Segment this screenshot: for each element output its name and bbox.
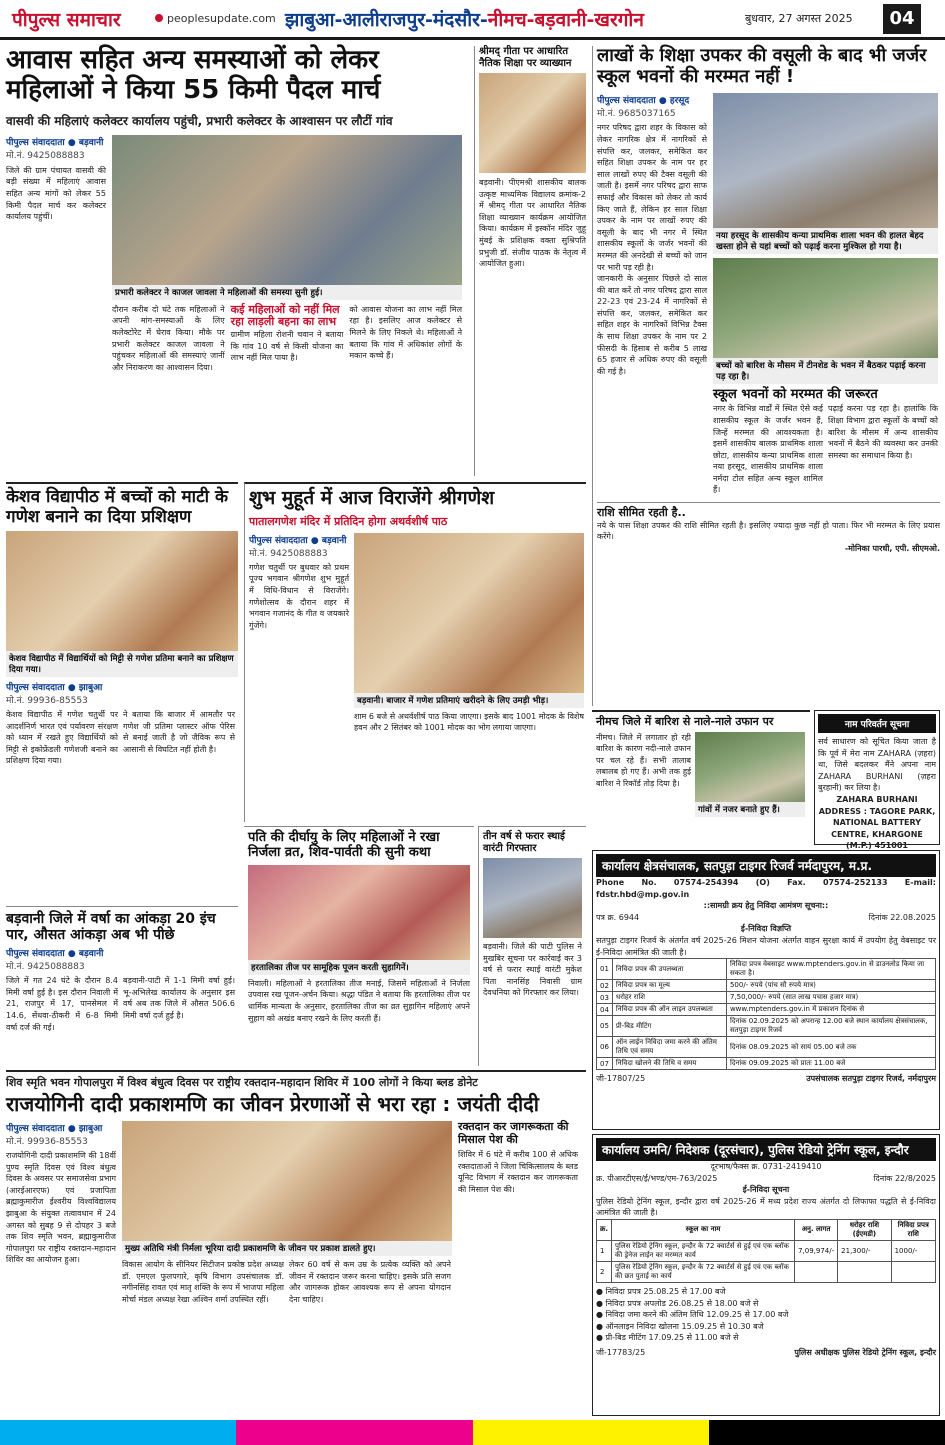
table-row	[597, 980, 936, 992]
table-row	[597, 992, 936, 1004]
tiger-etender: ई-निविदा विज्ञप्ति	[740, 924, 792, 934]
table-cell: निविदा प्रपत्र वेबसाइट www.mptenders.gov.in से डाउनलोड किया जा सकता है।	[726, 959, 935, 980]
table-cell: 03	[597, 992, 613, 1004]
table-header-cell: क्र.	[597, 1219, 612, 1240]
website[interactable]	[155, 12, 285, 25]
police-ref-date: दिनांक 22/8/2025	[873, 1173, 936, 1183]
teej-photo	[248, 865, 470, 960]
table-cell: 04	[597, 1004, 613, 1016]
name-change-address: ZAHARA BURHANI ADDRESS : TAGORE PARK, NATIONAL BATTERY CENTRE, KHARGONE (M.P.) 451001	[818, 794, 936, 851]
police-dates	[596, 1286, 936, 1344]
table-header-cell: निविदा प्रपत्र राशि	[891, 1219, 935, 1240]
table-cell: पुलिस रेडियो ट्रेनिंग स्कूल, इन्दौर के 72 क्वार्टर्स से हुई एवं एक ब्लॉक की छत पुताई का कार्य	[612, 1261, 795, 1282]
police-table	[596, 1219, 936, 1283]
neemuch-headline: नीमच जिले में बारिश से नाले-नाले उफान पर	[596, 715, 774, 728]
table-cell: 1000/-	[891, 1240, 935, 1261]
list-item: ● प्री-बिड मीटिंग 17.09.25 से 11.00 बजे से	[596, 1333, 739, 1343]
table-row	[597, 1261, 936, 1282]
table-cell	[891, 1261, 935, 1282]
rain-text: जिले में गत 24 घंटे के दौरान 8.4 मिमी वर्षा हुई है। इस दौरान निवाली में 21, राजपुर में 17, पानसेमल में 14.6, सेंधवा-ठीकरी में 6-8 मिमी वर्षा दर्ज की गई।	[6, 976, 118, 1032]
ganesh-headline: शुभ मुहूर्त में आज विराजेंगे श्रीगणेश	[249, 487, 495, 509]
blood-kicker: शिव स्मृति भवन गोपालपुरा में विश्व बंधुत्व दिवस पर राष्ट्रीय रक्तदान-महादान शिविर में 100 लोगों ने किया ब्लड डोनेट	[6, 1076, 478, 1089]
teej-story	[244, 826, 474, 1066]
table-cell: 7,09,974/-	[795, 1240, 838, 1261]
table-cell: 05	[597, 1016, 613, 1037]
table-cell: www.mptenders.gov.in में प्रकाशन दिनांक से	[726, 1004, 935, 1016]
gita-text: बड़वानी। पीएमश्री शासकीय बालक उत्कृष्ट माध्यमिक विद्यालय क्रमांक-2 में श्रीमद् गीता पर आधारित नैतिक शिक्षा व्याख्यान कार्यक्रम आयोजित किया। कार्यक्रम में इस्कॉन मंदिर जुहू मुंबई के प्रशिक्षक वक्ता सुश्रिपति प्रभुजी डॉ. संजीव पाठक के नेतृत्व में आयोजित हुआ।	[479, 178, 586, 269]
tiger-footer-right: उपसंचालक सतपुड़ा टाइगर रिजर्व, नर्मदापुरम	[806, 1074, 936, 1084]
table-cell: धरोहर राशि	[612, 992, 726, 1004]
arrest-text: बड़वानी। जिले की पाटी पुलिस ने मुखबिर सूचना पर कार्रवाई कर 3 वर्ष से फरार स्थाई वारंटी मुकेश पिता नानसिंह निवासी ग्राम देवधनिया को गिरफ्तार कर लिया।	[483, 942, 582, 998]
blood-headline: राजयोगिनी दादी प्रकाशमणि का जीवन प्रेरणाओं से भरा रहा : जयंती दीदी	[6, 1092, 539, 1116]
arrest-photo	[483, 858, 582, 938]
table-row	[597, 1240, 936, 1261]
lead-text-4: ग्रामीण महिला रोशनी चवान ने बताया कि गांव 10 वर्ष से किसी योजना का लाभ नहीं मिल पाया है।	[230, 330, 344, 363]
lead-text-2: दौरान करीब दो घंटे तक महिलाओं ने अपनी मांग-समस्याओं के लिए कलेक्टोरेट में घेराव किया। मौके पर प्रभारी कलेक्टर काजल जावला ने पहुंचकर महिलाओं की समस्याएं जानीं और निराकरण का आश्वासन दिया।	[112, 304, 225, 372]
table-cell: निविदा प्रपत्र का मूल्य	[612, 980, 726, 992]
lead-mobile: मो.नं. 9425088883	[6, 150, 85, 161]
tiger-table	[596, 958, 936, 1070]
school-photo-2	[713, 258, 938, 358]
color-registration-bar	[0, 1420, 945, 1445]
police-footer-right: पुलिस अधीक्षक पुलिस रेडियो ट्रेनिंग स्कूल, इन्दौर	[794, 1347, 936, 1357]
police-tender	[592, 1134, 940, 1416]
ganesh-story	[244, 482, 586, 822]
black-swatch	[709, 1420, 945, 1445]
school-story	[592, 46, 940, 706]
lead-text-3: को आवास योजना का लाभ नहीं मिल रहा है। इसलिए आज कलेक्टर से मिलने के लिए निकले थे। महिलाओं ने बताया कि गांव में अधिकांश लोगों के मकान कच्चे हैं।	[349, 304, 463, 361]
neemuch-photo	[695, 732, 805, 802]
school-text-2: जानकारी के अनुसार पिछले दो साल की बात करें तो नगर परिषद द्वारा साल 22-23 एवं 23-24 में नागरिकों से संपत्ति कर, जलकर, समेकित कर सहित शहर के नागरिकों विभिन्न टैक्स के साथ शिक्षा उपकर के नाम पर 2 फीसदी के हिसाब से करीब 5 लाख 65 हजार से अधिक रुपए की वसूली की गई है।	[597, 274, 707, 376]
school-mobile: मो.नं. 9685037165	[597, 109, 676, 120]
blood-mobile: मो.नं. 99936-85553	[6, 1137, 88, 1147]
keshav-mobile: मो.नं. 99936-85553	[6, 696, 88, 707]
police-etender: ई-निविदा सूचना	[742, 1185, 790, 1195]
lead-caption: प्रभारी कलेक्टर ने काजल जावला ने महिलाओं की समस्या सुनी हुई।	[112, 285, 462, 300]
lead-byline: पीपुल्स संवाददाता ● बड़वानी	[6, 137, 104, 148]
magenta-swatch	[236, 1420, 472, 1445]
tiger-subtitle: ::सामग्री क्रय हेतु निविदा आमंत्रण सूचना::	[703, 901, 829, 911]
table-cell: 01	[597, 959, 613, 980]
tiger-intro: सतपुड़ा टाइगर रिजर्व के अंतर्गत वर्ष 2025-26 मिशन योजना अंतर्गत वाहन सुरक्षा कार्य में उपयोग हेतु वेबसाइट पर ई-निविदा आमंत्रित की जाती है।	[596, 935, 936, 957]
table-cell: प्री-बिड मीटिंग	[612, 1016, 726, 1037]
lead-pullquote: कई महिलाओं को नहीं मिल रहा लाड़ली बहना का लाभ	[230, 302, 340, 329]
table-cell: निविदा प्रपत्र की ऑन लाइन उपलब्धता	[612, 1004, 726, 1016]
tiger-phone: Phone No. 07574-254394 (O) Fax. 07574-252133 E-mail: fdstr.hbd@mp.gov.in	[596, 878, 936, 899]
name-change-title: नाम परिवर्तन सूचना	[818, 714, 936, 733]
table-cell: पुलिस रेडियो ट्रेनिंग स्कूल, इन्दौर के 72 क्वार्टर्स से हुई एवं एक ब्लॉक की ड्रेनेज लाईन का मरम्मत कार्य	[612, 1240, 795, 1261]
school-photo-1	[713, 93, 938, 228]
keshav-photo	[6, 531, 238, 651]
rain-story	[6, 906, 238, 1066]
gita-photo	[479, 73, 586, 173]
ganesh-text-2: शाम 6 बजे से अथर्वशीर्ष पाठ किया जाएगा। इसके बाद 1001 मोदक के विशेष हवन और 2 सितंबर को 1001 मोदक का भोग लगाया जाएगा।	[354, 711, 584, 733]
region-title	[285, 6, 745, 32]
table-cell: 7,50,000/- रुपये (सात लाख पचास हजार मात्र)	[726, 992, 935, 1004]
blood-text-4: शिविर में 6 घंटे में करीब 100 से अधिक रक्तदाताओं ने जिला चिकित्सालय के ब्लड यूनिट विभाग में रक्तदान कर जागरूकता की मिसाल पेश की।	[458, 1150, 578, 1195]
school-caption-1: नया हरसूद के शासकीय कन्या प्राथमिक शाला भवन की हालत बेहद खस्ता होने से यहां बच्चों को पढ़ाई करना मुश्किल हो गया है।	[713, 228, 938, 254]
table-row	[597, 1016, 936, 1037]
globe-icon	[155, 14, 163, 22]
school-text: नगर परिषद द्वारा शहर के विकास को लेकर नागरिक क्षेत्र में नागरिकों से संपत्ति कर, जलकर, समेकित कर सहित शिक्षा उपकर के नाम पर हर साल लाखों रुपए की टैक्स वसूली की जाती है। इसमें नगर परिषद द्वारा साफ सफाई और विकास को लेकर तो कार्य किए जाते हैं, लेकिन हर साल शिक्षा उपकर के नाम पर लाखों रुपए की वसूली के बाद भी नगर में स्थित शासकीय स्कूलों के जर्जर भवनों की मरम्मत की अनदेखी से बच्चों को जान पर भारी पड़ रही है।	[597, 123, 707, 272]
list-item: ● ऑनलाइन निविदा खोलना 15.09.25 से 10.30 बजे	[596, 1321, 764, 1331]
ganesh-subhead: पातालगणेश मंदिर में प्रतिदिन होगा अथर्वशीर्ष पाठ	[249, 514, 448, 528]
school-headline: लाखों के शिक्षा उपकर की वसूली के बाद भी जर्जर स्कूल भवनों की मरम्मत नहीं !	[597, 45, 927, 87]
blood-text-2: विकास आयोग के सीनियर सिटीजन प्रकोष्ठ प्रदेश अध्यक्ष डॉ. एमएल फुलपगारे, कृषि विभाग उपसंचालक डॉ. नगीनसिंह रावत एवं मातृ शक्ति के रूप में भाजपा महिला मोर्चा मंडल अध्यक्ष रेखा अश्विन शर्मा उपस्थित रहीं।	[122, 1260, 284, 1304]
school-text-4: पढ़ाई करना पड़ रहा है। हालांकि कि शिक्षा विभाग द्वारा स्कूलों के बच्चों को बारिश के मौसम में अन्य शासकीय भवनों में बैठने की व्यवस्था कर उनकी समस्या का समाधान किया है।	[828, 404, 938, 460]
ganesh-byline: पीपुल्स संवाददाता ● बड़वानी	[249, 535, 347, 546]
arrest-story	[478, 826, 586, 1066]
page-number: 04	[883, 4, 921, 34]
table-header-cell: धरोहर राशि (ईएमडी)	[838, 1219, 891, 1240]
arrest-headline: तीन वर्ष से फरार स्थाई वारंटी गिरफ्तार	[483, 831, 565, 854]
neemuch-text: नीमच। जिले में लगातार हो रही बारिश के कारण नदी-नाले उफान पर चल रहे हैं। सभी तालाब लबालब हो गए हैं। अभी तक हुई बारिश ने रिकॉर्ड तोड़ दिया है।	[596, 732, 691, 789]
table-cell: दिनांक 09.09.2025 को प्रातः 11.00 बजे	[726, 1058, 935, 1070]
ganesh-caption: बड़वानी। बाजार में गणेश प्रतिमाएं खरीदने के लिए उमड़ी भीड़।	[354, 693, 584, 708]
table-cell: 500/- रुपये (पांच सौ रुपये मात्र)	[726, 980, 935, 992]
school-quote-by: -मोनिका पारधी, एपी. सीएमओ.	[844, 543, 940, 553]
keshav-story	[6, 482, 238, 902]
table-row	[597, 1058, 936, 1070]
police-phone: दूरभाष/फैक्स क्र. 0731-2419410	[710, 1162, 822, 1171]
school-quote-head: राशि सीमित रहती है..	[597, 506, 686, 520]
table-cell: 02	[597, 980, 613, 992]
table-header-cell: अनु. लागत	[795, 1219, 838, 1240]
rain-headline: बड़वानी जिले में वर्षा का आंकड़ा 20 इंच पार, औसत आंकड़ा अब भी पीछे	[6, 911, 216, 944]
police-intro: पुलिस रेडियो ट्रेनिंग स्कूल, इन्दौर द्वारा वर्ष 2025-26 में मध्य प्रदेश राज्य अंतर्गत दो लिफाफा पद्धति से ई-निविदा आमंत्रित की जाती है।	[596, 1196, 936, 1218]
tiger-ref: पत्र क्र. 6944	[596, 912, 640, 922]
lead-subhead: वासवी की महिलाएं कलेक्टर कार्यालय पहुंची, प्रभारी कलेक्टर के आश्वासन पर लौटीं गांव	[6, 113, 393, 128]
table-cell	[838, 1261, 891, 1282]
gita-headline: श्रीमद् गीता पर आधारित नैतिक शिक्षा पर व्याख्यान	[479, 46, 572, 69]
lead-story	[6, 46, 468, 476]
issue-date: बुधवार, 27 अगस्त 2025	[745, 12, 853, 25]
masthead	[0, 0, 945, 40]
lead-headline: आवास सहित अन्य समस्याओं को लेकर महिलाओं ने किया 55 किमी पैदल मार्च	[6, 45, 381, 105]
school-subhead: स्कूल भवनों को मरम्मत की जरूरत	[713, 387, 878, 403]
school-byline: पीपुल्स संवाददाता ● हरसूद	[597, 96, 690, 107]
table-cell: 2	[597, 1261, 612, 1282]
name-change-notice	[814, 710, 940, 851]
table-cell	[795, 1261, 838, 1282]
rain-text-2: बड़वानी-पाटी में 1-1 मिमी वर्षा हुई। भू-अभिलेख कार्यालय के अनुसार इस वर्ष अब तक जिले में औसत 506.6 मिमी वर्षा दर्ज हुई है।	[123, 976, 235, 1020]
blood-text: राजयोगिनी दादी प्रकाशमणि की 18वीं पुण्य स्मृति दिवस एवं विश्व बंधुत्व दिवस के अवसर पर समाजसेवा प्रभाग (आरईआरएफ) एवं प्रजापिता ब्रह्माकुमारीज ईश्वरीय विश्वविद्यालय झाबुआ के संयुक्त तत्वावधान में 24 अगस्त को सुबह 9 से दोपहर 3 बजे तक शिव स्मृति भवन, ब्रह्माकुमारीज गोपालपुरा पर राष्ट्रीय रक्तदान-महादान शिविर का आयोजन हुआ।	[6, 1151, 116, 1265]
list-item: ● निविदा प्रपत्र 25.08.25 से 17.00 बजे	[596, 1286, 726, 1296]
table-cell: 07	[597, 1058, 613, 1070]
table-row	[597, 959, 936, 980]
lead-text-1: जिले की ग्राम पंचायत वासवी की बड़ी संख्या में महिलाएं आवास सहित अन्य मांगों को लेकर 55 किमी पैदल मार्च कर कलेक्टर कार्यालय पहुंचीं।	[6, 165, 106, 222]
teej-caption: हरतालिका तीज पर सामूहिक पूजन करती सुहागिनें।	[248, 960, 470, 975]
region-red: नीमच-बड़वानी-खरगोन	[487, 8, 644, 31]
yellow-swatch	[473, 1420, 709, 1445]
school-caption-2: बच्चों को बारिश के मौसम में टीनशेड के भवन में बैठकर पढ़ाई करना पड़ रहा है।	[713, 358, 938, 384]
keshav-text: केशव विद्यापीठ में गणेश चतुर्थी पर आदर्शनिर्ण भारत एवं पर्यावरण संरक्षण को ध्यान में रखते हुए विद्यार्थियों को मिट्टी से इकोफ्रेंडली गणेशजी बनाने का प्रशिक्षण दिया गया।	[6, 710, 118, 766]
blood-caption: मुख्य अतिथि मंत्री निर्मला भूरिया दादी प्रकाशमणि के जीवन पर प्रकाश डालते हुए।	[122, 1241, 452, 1256]
table-cell: 1	[597, 1240, 612, 1261]
tiger-footer-left: जी-17807/25	[596, 1074, 646, 1084]
ganesh-mobile: मो.नं. 9425088883	[249, 548, 328, 559]
teej-headline: पति की दीर्घायु के लिए महिलाओं ने रखा निर्जला व्रत, शिव-पार्वती की सुनी कथा	[248, 830, 440, 860]
table-row	[597, 1004, 936, 1016]
newspaper-logo: पीपुल्स समाचार	[12, 8, 121, 31]
region-blue: झाबुआ-आलीराजपुर-मंदसौर-	[285, 8, 488, 31]
ganesh-photo	[354, 533, 584, 693]
rain-byline: पीपुल्स संवाददाता ● बड़वानी	[6, 949, 104, 960]
school-quote: नये के पास शिक्षा उपकर की राशि सीमित रहती है। इसलिए ज्यादा कुछ नहीं हो पाता। फिर भी मरम्मत के लिए प्रयास करेंगे।	[597, 520, 940, 542]
lead-photo	[112, 135, 462, 285]
table-cell: ऑन लाईन निविदा जमा करने की अंतिम तिथि एवं समय	[612, 1037, 726, 1058]
blood-byline: पीपुल्स संवाददाता ● झाबुआ	[6, 1124, 103, 1134]
table-cell: दिनांक 08.09.2025 को सायं 05.00 बजे तक	[726, 1037, 935, 1058]
blood-text-3: लेकर 60 वर्ष से कम उम्र के प्रत्येक व्यक्ति को अपने जीवन में रक्तदान जरूर करना चाहिए। इसके प्रति सजग और जागरूक होकर आवश्यक रूप से अपना योगदान देना चाहिए।	[289, 1260, 451, 1304]
list-item: ● निविदा प्रपत्र अपलोड 26.08.25 से 18.00 बजे से	[596, 1298, 759, 1308]
website-label: peoplesupdate.com	[167, 12, 276, 25]
keshav-headline: केशव विद्यापीठ में बच्चों को माटी के गणेश बनाने का दिया प्रशिक्षण	[6, 487, 229, 527]
tiger-ref-date: दिनांक 22.08.2025	[868, 912, 936, 922]
table-cell: 21,300/-	[838, 1240, 891, 1261]
gita-story	[474, 46, 586, 476]
blood-photo	[122, 1121, 452, 1241]
blood-story	[6, 1070, 586, 1416]
table-cell: दिनांक 02.09.2025 को अपरान्ह 12.00 बजे स्थान कार्यालय क्षेत्रसंचालक, सतपुड़ा टाइगर रिजर्व	[726, 1016, 935, 1037]
blood-subhead: रक्तदान कर जागरूकता की मिसाल पेश की	[458, 1120, 569, 1146]
keshav-text-2: ने बताया कि बाजार में आमतौर पर गणेश जी प्रतिमा प्लास्टर ऑफ पेरिस से बनाई जाती है जो जैविक रूप से आसानी से विघटित नहीं होती है।	[123, 710, 235, 754]
table-header-cell: स्कूल का नाम	[612, 1219, 795, 1240]
list-item: ● निविदा जमा करने की अंतिम तिथि 12.09.25 से 17.00 बजे	[596, 1310, 789, 1320]
neemuch-caption: गांवों में नजर बनाते हुए हैं।	[695, 802, 805, 817]
table-cell: निविदा प्रपत्र की उपलब्धता	[612, 959, 726, 980]
police-ref: क्र. पीआरटीएस/ई/भण्ड/एम-763/2025	[596, 1173, 718, 1183]
table-cell: निविदा खोलने की तिथि व समय	[612, 1058, 726, 1070]
police-footer-left: जी-17783/25	[596, 1347, 646, 1357]
table-row	[597, 1037, 936, 1058]
police-title: कार्यालय उमनि/ निदेशक (दूरसंचार), पुलिस रेडियो ट्रेनिंग स्कूल, इन्दौर	[596, 1138, 936, 1161]
school-text-3: नगर के विभिन्न वार्डों में स्थित ऐसे कई शासकीय स्कूल के जर्जर भवन हैं, जिन्हें मरम्मत की आवश्यकता है। इसमें शासकीय बालक प्राथमिक शाला छोटा, शासकीय कन्या प्राथमिक शाला नया हरसूद, शासकीय प्राथमिक शाला नर्मदा टोल सहित अन्य स्कूल शामिल हैं।	[713, 404, 823, 495]
tiger-tender	[592, 850, 940, 1130]
ganesh-text: गणेश चतुर्थी पर बुधवार को प्रथम पूज्य भगवान श्रीगणेश शुभ मुहूर्त में विधि-विधान से विराजेंगे। गणेशोत्सव के दौरान शहर में भगवान गजानंद के गीत व जयकारे गुंजेंगे।	[249, 562, 349, 630]
table-cell: 06	[597, 1037, 613, 1058]
keshav-caption: केशव विद्यापीठ में विद्यार्थियों को मिट्टी से गणेश प्रतिमा बनाने का प्रशिक्षण दिया गया।	[6, 651, 238, 677]
cyan-swatch	[0, 1420, 236, 1445]
name-change-text: सर्व साधारण को सूचित किया जाता है कि पूर्व में मेरा नाम ZAHARA (ज़हरा) था, जिसे बदलकर मैंने अपना नाम ZAHARA BURHANI (ज़हरा बुरहानी) कर लिया है।	[818, 737, 936, 793]
rain-mobile: मो.नं. 9425088883	[6, 962, 85, 973]
keshav-byline: पीपुल्स संवाददाता ● झाबुआ	[6, 683, 103, 694]
neemuch-story	[592, 710, 810, 845]
tiger-title: कार्यालय क्षेत्रसंचालक, सतपुड़ा टाइगर रिजर्व नर्मदापुरम, म.प्र.	[596, 854, 936, 877]
teej-text: निवाली। महिलाओं ने हरतालिका तीज मनाई, जिसमें महिलाओं ने निर्जला उपवास रख पूजन-अर्चन किया। श्रद्धा पंडित ने बताया कि हरतालिका तीज पर धार्मिक मान्यता के अनुसार, हरतालिका तीज का व्रत सुहागिन महिलाएं अपने सुहाग को अखंड बनाए रखने के लिए करती हैं।	[248, 978, 470, 1023]
